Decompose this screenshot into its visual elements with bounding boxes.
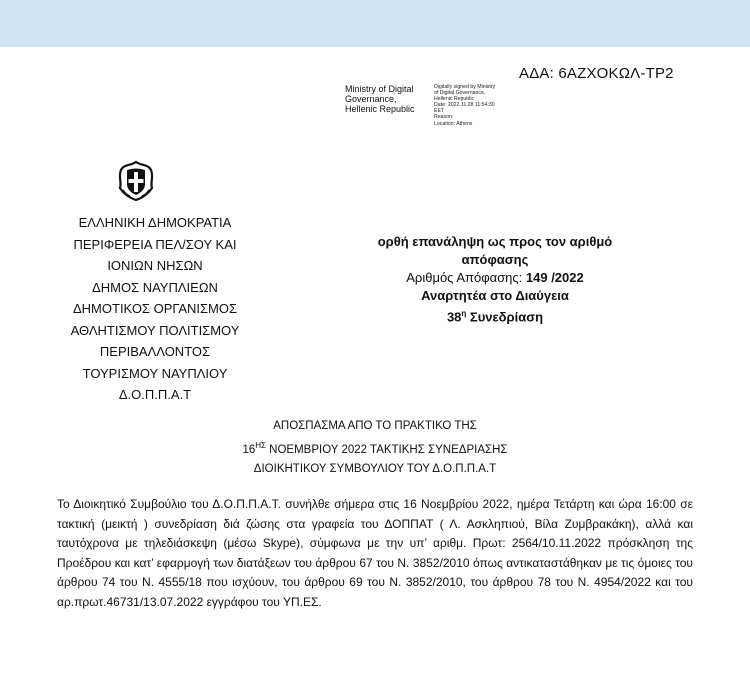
session-ordinal: η — [461, 309, 467, 318]
excerpt-line: ΔΙΟΙΚΗΤΙΚΟΥ ΣΥΜΒΟΥΛΙΟΥ ΤΟΥ Δ.Ο.Π.Π.Α.Τ — [253, 462, 497, 475]
decision-block — [365, 233, 625, 326]
issuer-block — [40, 212, 270, 406]
excerpt-day: 16 — [242, 443, 256, 456]
signature-detail-line: EET — [434, 108, 445, 115]
decision-number-value: 149 /2022 — [525, 270, 584, 285]
ada-code: ΑΔΑ: 6ΑΖΧΟΚΩΛ-ΤΡ2 — [519, 65, 674, 82]
issuer-line: ΕΛΛΗΝΙΚΗ ΔΗΜΟΚΡΑΤΙΑ — [78, 215, 232, 230]
signature-detail-line: of Digital Governance, — [434, 90, 486, 97]
issuer-line: ΙΟΝΙΩΝ ΝΗΣΩΝ — [107, 258, 203, 273]
publish-note: Αναρτητέα στο Διαύγεια — [421, 288, 569, 303]
signature-detail-line: Location: Athens — [434, 120, 473, 127]
signature-detail-line: Reason: — [434, 114, 454, 121]
issuer-line: Δ.Ο.Π.Π.Α.Τ — [118, 387, 192, 402]
signature-details — [434, 84, 495, 127]
signature-detail-line: Date: 2022.11.28 11:54:30 — [434, 102, 495, 109]
viewer-top-bar — [0, 0, 750, 47]
signature-detail-line: Hellenic Republic — [434, 96, 475, 103]
signature-detail-line: Digitally signed by Ministry — [434, 84, 496, 90]
signer-line: Governance, — [345, 94, 397, 104]
excerpt-date-rest: ΝΟΕΜΒΡΙΟΥ 2022 ΤΑΚΤΙΚΗΣ ΣΥΝΕΔΡΙΑΣΗΣ — [265, 443, 508, 456]
issuer-line: ΔΗΜΟΤΙΚΟΣ ΟΡΓΑΝΙΣΜΟΣ — [72, 301, 238, 316]
correction-note-cont: απόφασης — [461, 252, 529, 267]
decision-number-label: Αριθμός Απόφασης: — [406, 270, 526, 285]
excerpt-line: ΑΠΟΣΠΑΣΜΑ ΑΠΟ ΤΟ ΠΡΑΚΤΙΚΟ ΤΗΣ — [273, 420, 477, 432]
issuer-line: ΔΗΜΟΣ ΝΑΥΠΛΙΕΩΝ — [92, 279, 218, 295]
issuer-line: ΠΕΡΙΒΑΛΛΟΝΤΟΣ — [99, 344, 211, 359]
excerpt-heading — [175, 417, 575, 479]
excerpt-day-ordinal: ΗΣ — [255, 441, 266, 450]
correction-note: ορθή επανάληψη ως προς τον αριθμό — [377, 234, 613, 249]
session-line — [365, 305, 625, 326]
session-label: Συνεδρίαση — [466, 309, 544, 325]
greek-coat-of-arms-icon — [116, 160, 156, 202]
issuer-line: ΑΘΛΗΤΙΣΜΟΥ ΠΟΛΙΤΙΣΜΟΥ — [70, 322, 240, 338]
signer-line: Hellenic Republic — [345, 104, 415, 114]
issuer-line: ΠΕΡΙΦΕΡΕΙΑ ΠΕΛ/ΣΟΥ ΚΑΙ — [73, 236, 237, 252]
session-number: 38 — [446, 309, 462, 325]
issuer-line: ΤΟΥΡΙΣΜΟΥ ΝΑΥΠΛΙΟΥ — [82, 365, 228, 381]
decision-number — [365, 269, 625, 287]
excerpt-line — [175, 436, 575, 460]
signature-signer — [345, 84, 415, 114]
body-paragraph: Το Διοικητικό Συμβούλιο του Δ.Ο.Π.Π.Α.Τ. συνήλθε σήμερα στις 16 Νοεμβρίου 2022, ημέρα Τετάρτη και ώρα 16:00 σε τακτική (μεικτή ) συνεδρίαση διά ζώσης στα γραφεία του ΔΟΠΠΑΤ ( Λ. Ασκληπιού, Βίλα Ζυμβρακάκη), αλλά και ταυτόχρονα με τηλεδιάσκεψη (μέσω Skype), σύμφωνα με την υπ’ αριθμ. Πρωτ: 2564/10.11.2022 πρόσκληση της Προέδρου και κατ’ εφαρμογή των διατάξεων του άρθρου 67 του Ν. 3852/2010 όπως αντικαταστάθηκαν με τις όμοιες του άρθρου 74 του Ν. 4555/18 που ισχύουν, του άρθρου 69 του Ν. 3852/2010, του άρθρου 78 του Ν. 4954/2022 και του αρ.πρωτ.46731/13.07.2022 εγγράφου του ΥΠ.ΕΣ. — [57, 497, 693, 609]
signer-line: Ministry of Digital — [345, 84, 414, 94]
